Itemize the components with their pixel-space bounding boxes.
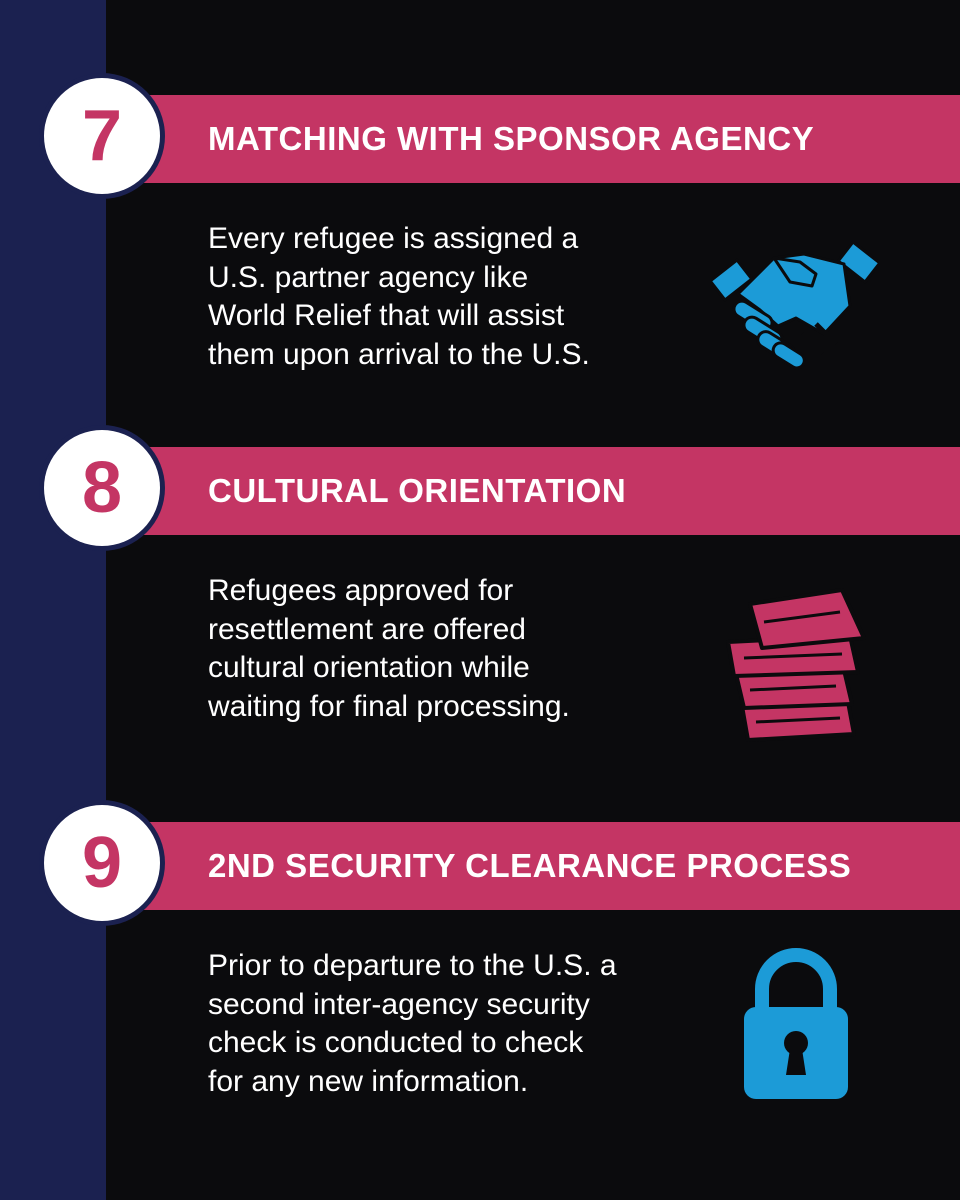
- step-title: MATCHING WITH SPONSOR AGENCY: [208, 120, 815, 157]
- description-line: Every refugee is assigned a: [208, 222, 579, 255]
- step-security-clearance: [0, 797, 960, 1127]
- description-line: cultural orientation while: [208, 651, 530, 684]
- step-number: 9: [81, 823, 123, 903]
- books-icon: [722, 578, 870, 748]
- step-number: 8: [81, 448, 123, 528]
- handshake-icon: [712, 240, 880, 372]
- description-line: Refugees approved for: [208, 574, 514, 607]
- step-matching-sponsor-agency: [0, 70, 960, 400]
- step-number-badge: [44, 430, 160, 546]
- description-line: second inter-agency security: [208, 987, 590, 1021]
- step-description: [208, 220, 698, 374]
- step-title: CULTURAL ORIENTATION: [208, 472, 627, 509]
- description-line: Prior to departure to the U.S. a: [208, 949, 617, 982]
- step-title: 2ND SECURITY CLEARANCE PROCESS: [208, 847, 852, 884]
- padlock-icon: [740, 945, 852, 1101]
- description-line: U.S. partner agency like: [208, 260, 529, 294]
- description-line: World Relief that will assist: [208, 299, 565, 332]
- description-line: for any new information.: [208, 1064, 529, 1098]
- step-cultural-orientation: [0, 422, 960, 752]
- description-line: resettlement are offered: [208, 612, 526, 646]
- description-line: them upon arrival to the U.S.: [208, 337, 590, 371]
- description-line: check is conducted to check: [208, 1026, 584, 1059]
- step-number-badge: [44, 78, 160, 194]
- description-line: waiting for final processing.: [208, 689, 570, 723]
- step-description: [208, 947, 698, 1101]
- step-number: 7: [81, 96, 123, 176]
- step-number-badge: [44, 805, 160, 921]
- step-description: [208, 572, 698, 726]
